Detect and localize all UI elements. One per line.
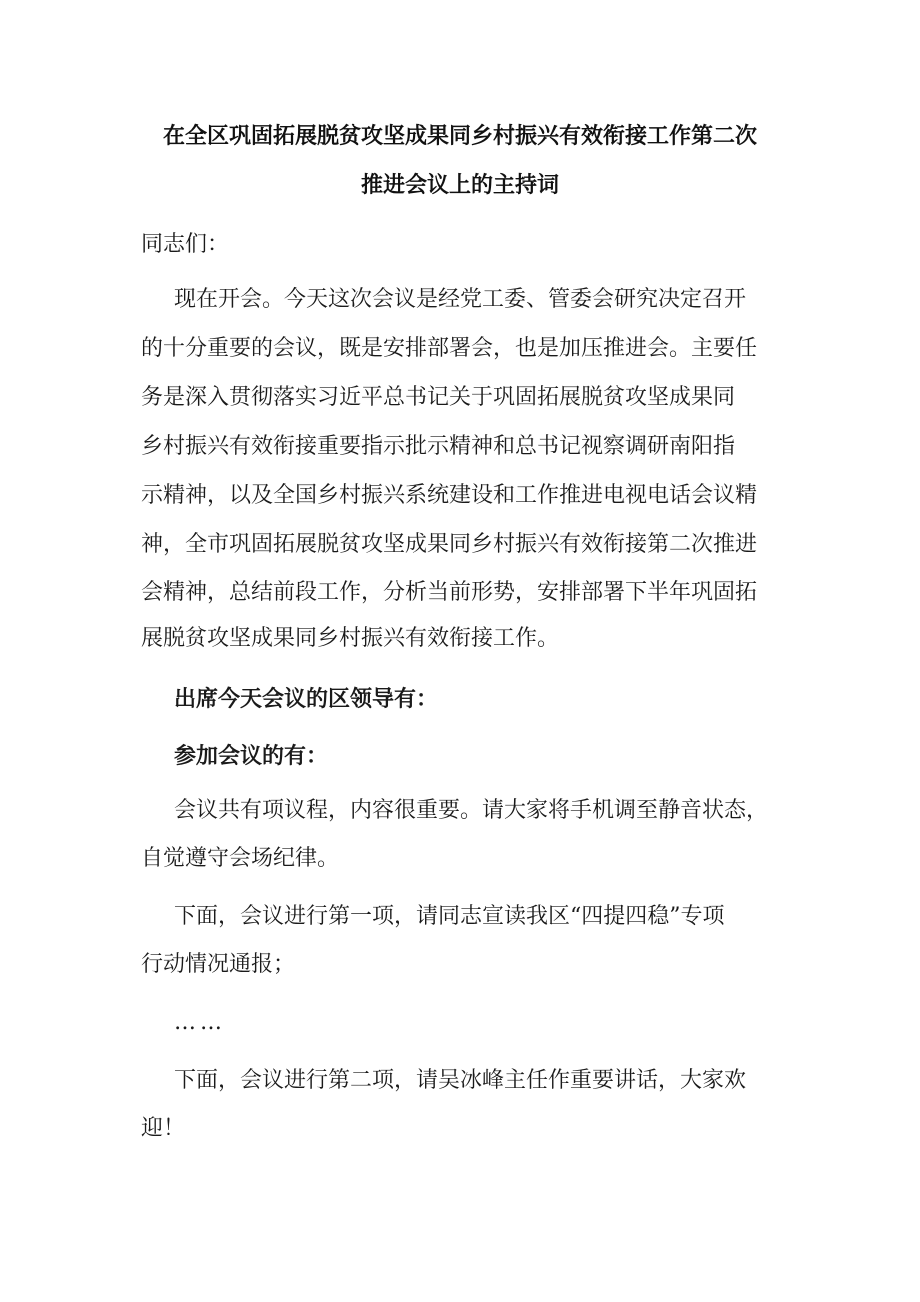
paragraph-2-line-1: 会议共有项议程，内容很重要。请大家将手机调至静音状态， [174, 798, 769, 823]
paragraph-1-line-4: 乡村振兴有效衔接重要指示批示精神和总书记视察调研南阳指 [141, 434, 736, 459]
paragraph-1-line-3: 务是深入贯彻落实习近平总书记关于巩固拓展脱贫攻坚成果同 [141, 385, 736, 410]
ellipsis: …… [174, 1010, 226, 1035]
paragraph-1-line-6: 神，全市巩固拓展脱贫攻坚成果同乡村振兴有效衔接第二次推进 [141, 532, 758, 557]
paragraph-1-line-1: 现在开会。今天这次会议是经党工委、管委会研究决定召开 [174, 287, 747, 312]
document-title-line-1: 在全区巩固拓展脱贫攻坚成果同乡村振兴有效衔接工作第二次 [162, 124, 757, 149]
attendees-line: 参加会议的有： [174, 743, 329, 769]
paragraph-1-line-8: 展脱贫攻坚成果同乡村振兴有效衔接工作。 [141, 626, 560, 651]
paragraph-1-line-5: 示精神，以及全国乡村振兴系统建设和工作推进电视电话会议精 [141, 483, 758, 508]
paragraph-1-line-7: 会精神，总结前段工作，分析当前形势，安排部署下半年巩固拓 [141, 580, 758, 605]
salutation: 同志们： [141, 232, 230, 257]
document-title-line-2: 推进会议上的主持词 [360, 173, 559, 198]
leaders-line: 出席今天会议的区领导有： [174, 686, 439, 712]
paragraph-2-line-2: 自觉遵守会场纪律。 [141, 846, 340, 871]
paragraph-4-line-2: 迎！ [141, 1116, 186, 1141]
paragraph-4-line-1: 下面，会议进行第二项，请吴冰峰主任作重要讲话，大家欢 [174, 1068, 747, 1093]
paragraph-3-line-2: 行动情况通报； [141, 952, 296, 977]
paragraph-1-line-2: 的十分重要的会议，既是安排部署会，也是加压推进会。主要任 [141, 336, 758, 361]
paragraph-3-line-1: 下面，会议进行第一项，请同志宣读我区“四提四稳”专项 [174, 904, 725, 929]
